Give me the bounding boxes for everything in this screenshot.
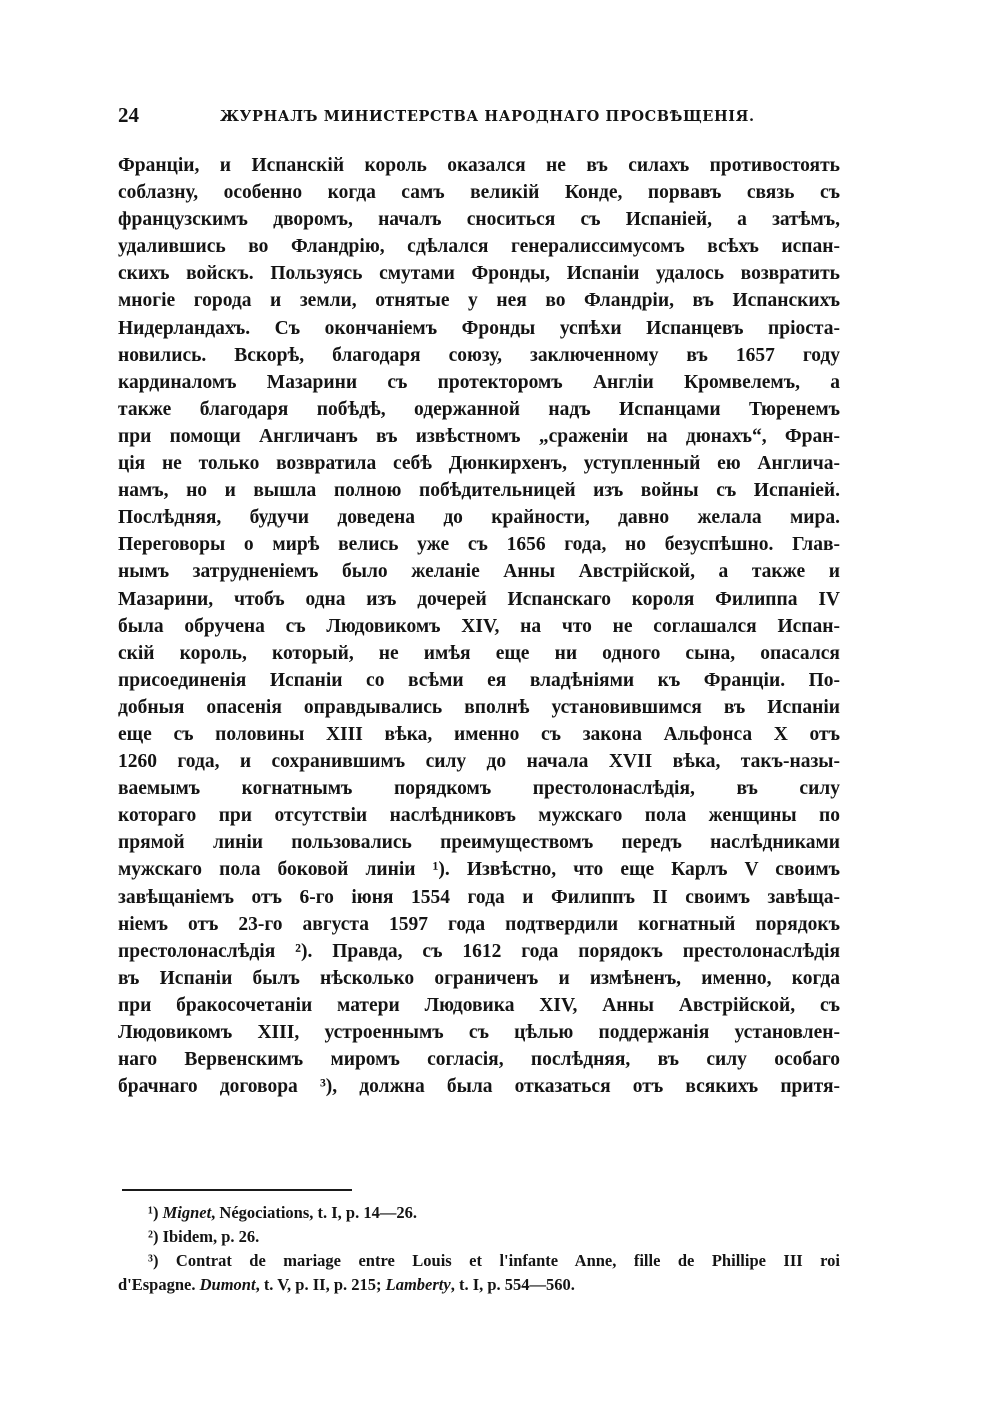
text-line: ніемъ отъ 23-го августа 1597 года подтвердили когнатный порядокъ <box>118 913 840 935</box>
text-line: при помощи Англичанъ въ извѣстномъ „сраженіи на дюнахъ“, Фран- <box>118 425 840 447</box>
footnote-marker: ³) <box>148 1251 159 1270</box>
running-head <box>118 103 838 129</box>
text-line: присоединенія Испаніи со всѣми ея владѣніями къ Франціи. По- <box>118 669 840 691</box>
text-line: французскимъ дворомъ, началъ сноситься съ Испаніей, а затѣмъ, <box>118 209 840 231</box>
footnote-marker: ¹) <box>148 1203 159 1222</box>
text-line: Франціи, и Испанскій король оказался не въ силахъ противостоять <box>118 155 840 176</box>
text-line: Послѣдняя, будучи доведена до крайности, давно желала мира. <box>118 507 840 529</box>
footnote-1 <box>118 1201 840 1225</box>
footnote-author: Dumont <box>199 1275 256 1294</box>
page-number: 24 <box>118 103 139 127</box>
text-line: также благодаря побѣдѣ, одержанной надъ Испанцами Тюренемъ <box>118 398 840 420</box>
footnote-author: Mignet <box>162 1203 212 1222</box>
footnote-3-line-1 <box>118 1249 840 1273</box>
text-line: ція не только возвратила себѣ Дюнкирхенъ, уступленный ею Англича- <box>118 453 840 475</box>
footnote-text: , t. I, p. 554—560. <box>450 1275 575 1294</box>
text-line: еще съ половины XIII вѣка, именно съ закона Альфонса X отъ <box>118 723 840 745</box>
text-line: скій король, который, не имѣя еще ни одного сына, опасался <box>118 642 840 664</box>
text-line: мужскаго пола боковой линіи ¹). Извѣстно, что еще Карлъ V своимъ <box>118 859 840 881</box>
footnotes <box>118 1201 840 1297</box>
text-line: добныя опасенія оправдывались вполнѣ установившимся въ Испаніи <box>118 696 840 718</box>
text-line: Нидерландахъ. Съ окончаніемъ Фронды успѣхи Испанцевъ пріоста- <box>118 317 840 339</box>
text-line: прямой линіи пользовались преимуществомъ передъ наслѣдниками <box>118 832 840 854</box>
text-line: Переговоры о мирѣ велись уже съ 1656 года, но безуспѣшно. Глав- <box>118 534 840 556</box>
text-line: Людовикомъ XIII, устроеннымъ съ цѣлью поддержанія установлен- <box>118 1022 840 1043</box>
text-line: котораго при отсутствіи наслѣдниковъ мужскаго пола женщины по <box>118 805 840 827</box>
footnote-marker: ²) <box>148 1227 159 1246</box>
footnote-text: , Négociations, t. I, p. 14—26. <box>211 1203 417 1222</box>
text-line: ваемымъ когнатнымъ порядкомъ престолонаслѣдія, въ силу <box>118 778 840 800</box>
text-line: при бракосочетаніи матери Людовика XIV, Анны Австрійской, съ <box>118 994 840 1016</box>
text-line: нымъ затрудненіемъ было желаніе Анны Австрійской, а также и <box>118 561 840 583</box>
footnote-2 <box>118 1225 840 1249</box>
body-text <box>118 152 840 1100</box>
footnote-3-line-2 <box>118 1273 840 1297</box>
footnote-text: Contrat de mariage entre Louis et l'infante Anne, fille de Phillipe III roi <box>175 1251 840 1270</box>
journal-title: ЖУРНАЛЪ МИНИСТЕРСТВА НАРОДНАГО ПРОСВѢЩЕНІЯ. <box>220 108 755 125</box>
text-line: была обручена съ Людовикомъ XIV, на что не соглашался Испан- <box>118 615 840 637</box>
footnote-text: d'Espagne. <box>118 1275 200 1294</box>
text-line: завѣщаніемъ отъ 6-го іюня 1554 года и Филиппъ II своимъ завѣща- <box>118 886 840 908</box>
footnote-author: Lamberty <box>385 1275 451 1294</box>
text-line: скихъ войскъ. Пользуясь смутами Фронды, Испаніи удалось возвратить <box>118 263 840 285</box>
footnote-text: Ibidem, p. 26. <box>162 1227 260 1246</box>
text-line: 1260 года, и сохранившимъ силу до начала XVII вѣка, такъ-назы- <box>118 751 840 773</box>
text-line: новились. Вскорѣ, благодаря союзу, заключенному въ 1657 году <box>118 344 840 366</box>
text-line: соблазну, особенно когда самъ великій Конде, порвавъ связь съ <box>118 182 840 204</box>
text-line: престолонаслѣдія ²). Правда, съ 1612 года порядокъ престолонаслѣдія <box>118 940 840 962</box>
footnote-divider <box>122 1189 352 1191</box>
footnote-text: , t. V, p. II, p. 215; <box>255 1275 386 1294</box>
text-line: Мазарини, чтобъ одна изъ дочерей Испанскаго короля Филиппа IV <box>118 588 840 610</box>
text-line: кардиналомъ Мазарини съ протекторомъ Англіи Кромвелемъ, а <box>118 371 840 393</box>
text-line: въ Испаніи былъ нѣсколько ограниченъ и измѣненъ, именно, когда <box>118 967 840 989</box>
text-line: наго Вервенскимъ миромъ согласія, послѣдняя, въ силу особаго <box>118 1049 840 1071</box>
text-line: намъ, но и вышла полною побѣдительницей изъ войны съ Испаніей. <box>118 480 840 502</box>
text-line: удалившись во Фландрію, сдѣлался генералиссимусомъ всѣхъ испан- <box>118 236 840 258</box>
text-line: многіе города и земли, отнятые у нея во Фландріи, въ Испанскихъ <box>118 290 840 312</box>
text-line: брачнаго договора ³), должна была отказаться отъ всякихъ притя- <box>118 1076 840 1098</box>
